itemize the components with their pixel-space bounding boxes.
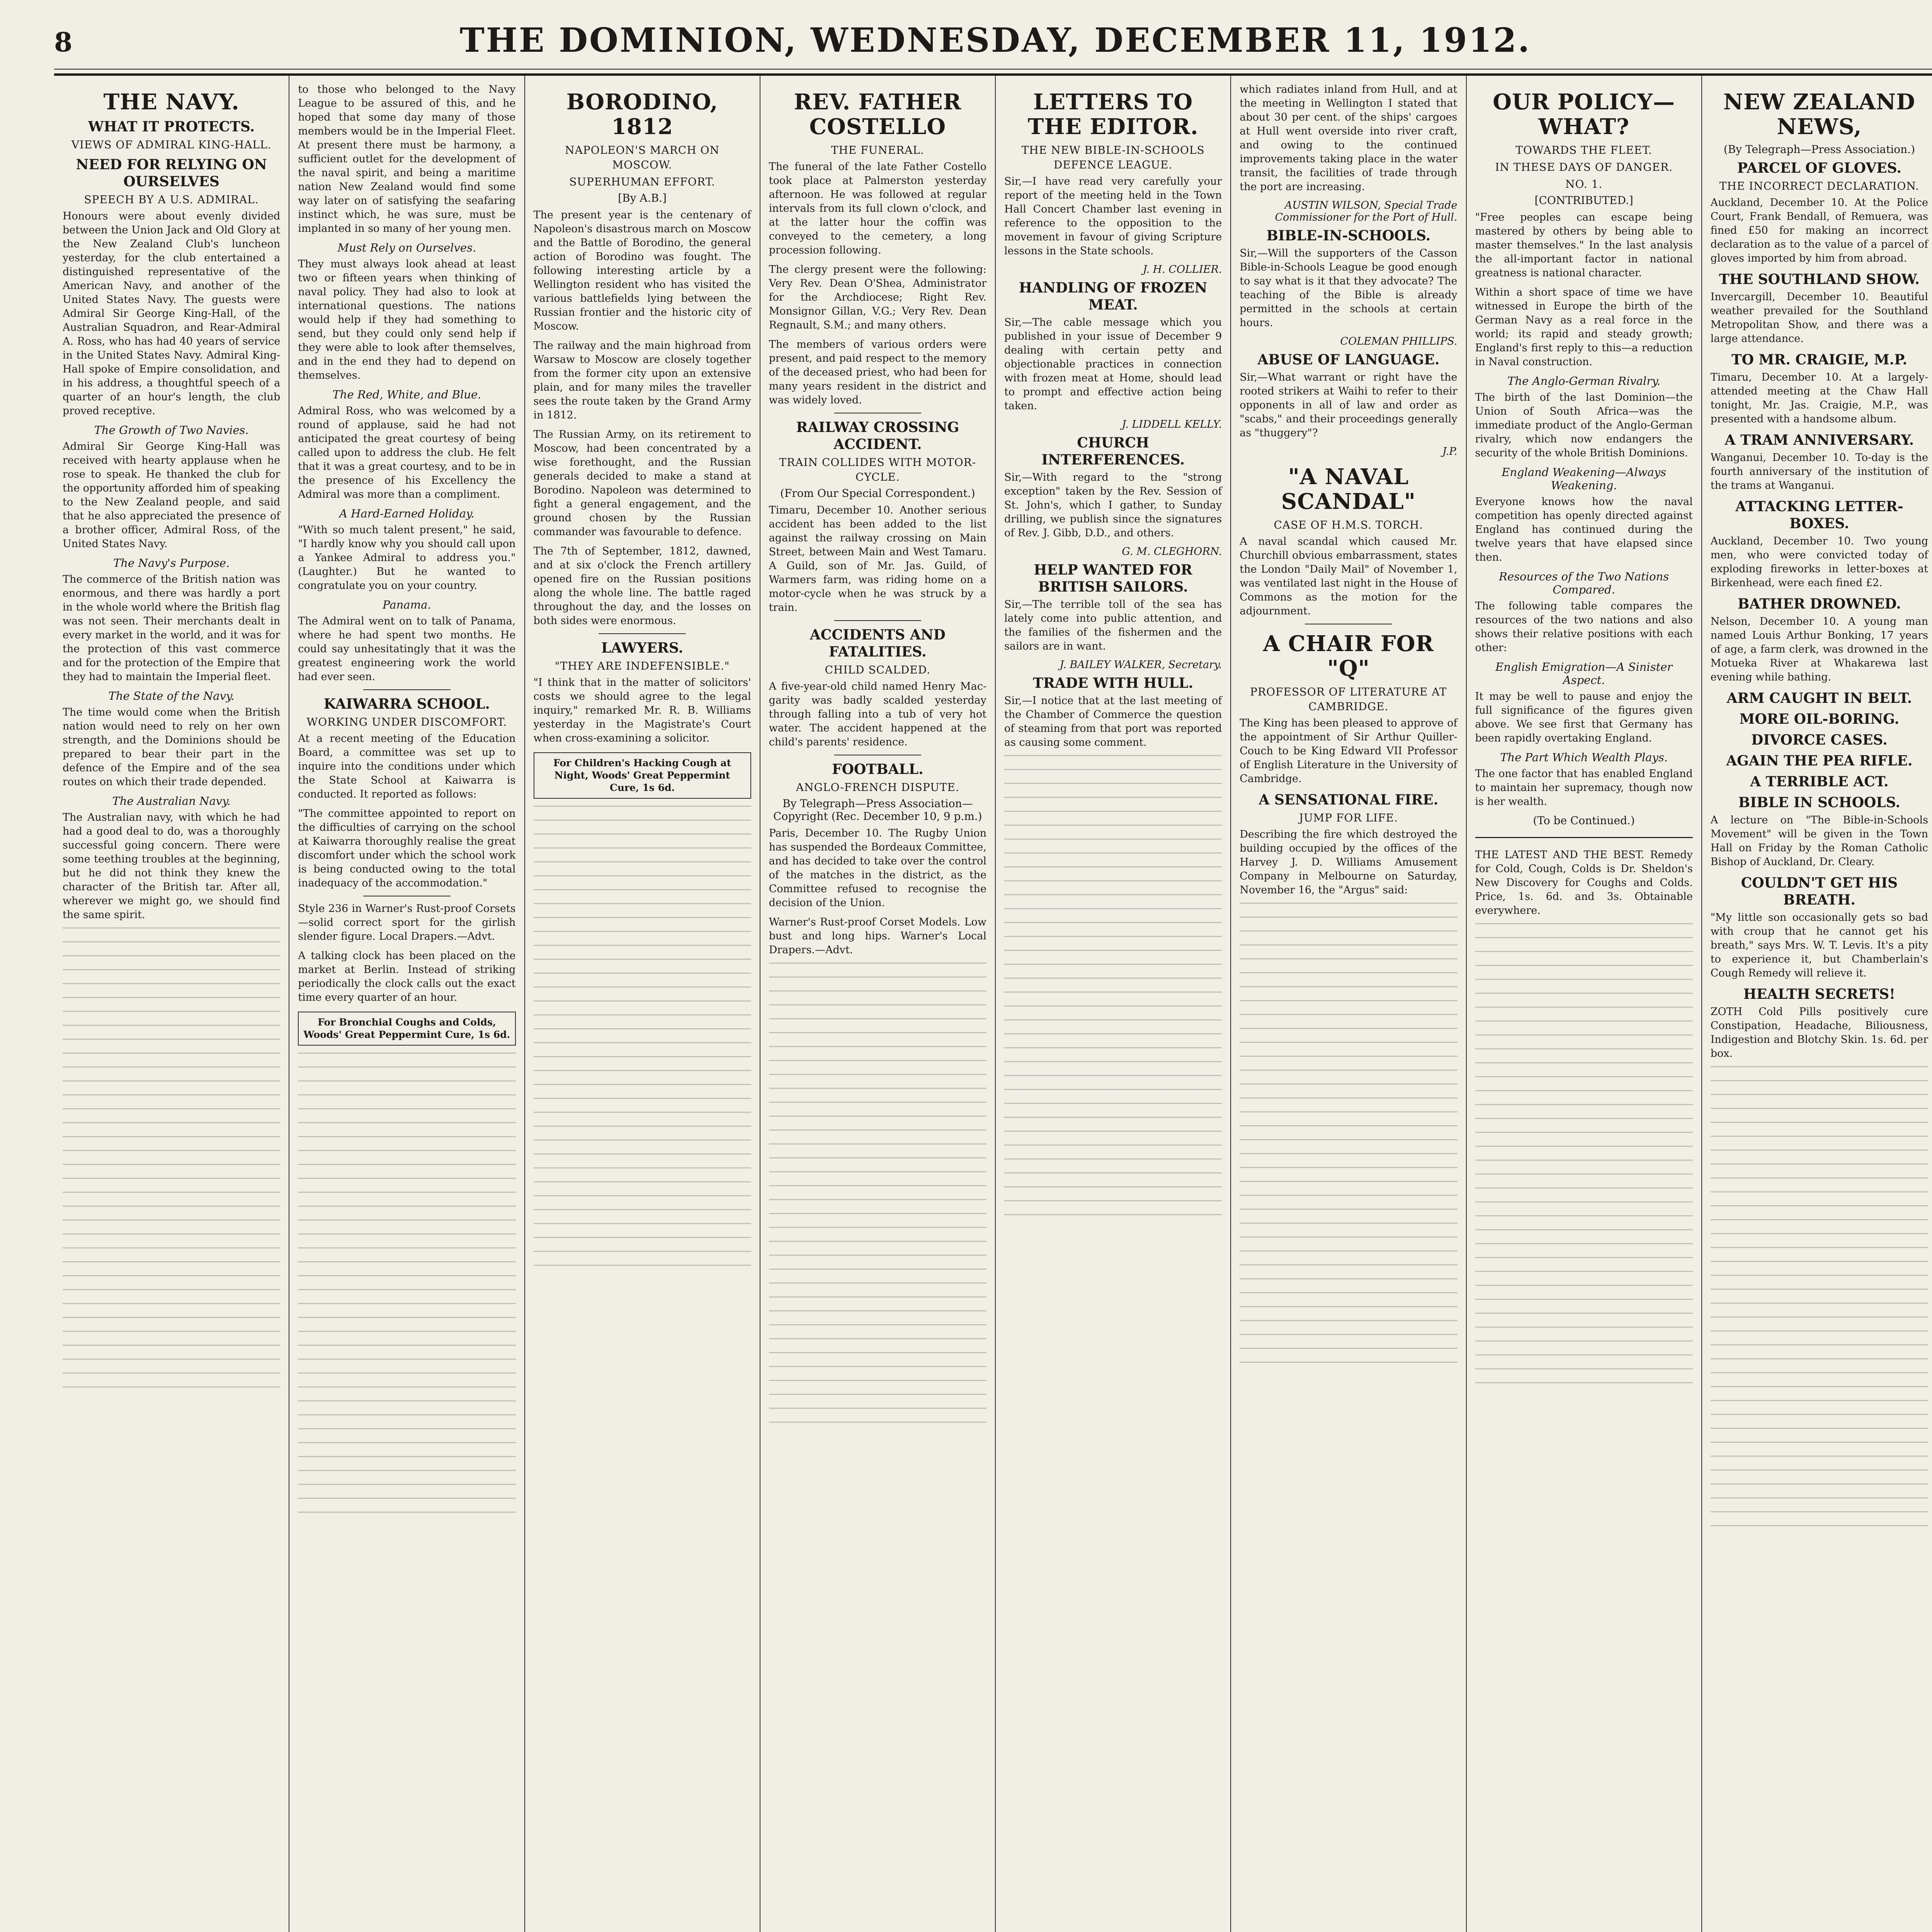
article-paragraph: "I think that in the matter of solicitors' costs we should agree to the legal inquiry," remarked Mr. R. B. Williams yesterday in the Magistrate's Court when cross-examining a solicitor. xyxy=(533,677,751,744)
subheadline: TRADE WITH HULL. xyxy=(1033,675,1194,691)
article-paragraph: The clergy present were the following: Very Rev. Dean O'Shea, Administrator for the Archdiocese; Right Rev. Monsignor Gillan, V.G.; Very Rev. Dean Regnault, S.M.; and many others. xyxy=(769,264,986,331)
masthead-rule xyxy=(54,69,1932,70)
article-paragraph: A five-year-old child named Henry Mac-garity was badly scalded yesterday through falling into a tub of very hot water. The accident happened at the child's parents' residence. xyxy=(769,680,986,748)
advertisement: For Bronchial Coughs and Colds, Woods' Great Peppermint Cure, 1s 6d. xyxy=(298,1012,515,1046)
byline: [CONTRIBUTED.] xyxy=(1534,194,1633,207)
section-subhead: Must Rely on Ourselves. xyxy=(337,241,476,254)
section-subhead: The Navy's Purpose. xyxy=(113,556,230,570)
subheadline: ACCIDENTS AND FATALITIES. xyxy=(810,627,946,660)
headline: NEW ZEALAND NEWS, xyxy=(1723,89,1915,139)
article-paragraph: The following table compares the resources of the two nations and also shows their relative positions with each other: xyxy=(1475,600,1693,654)
column-divider-rule xyxy=(363,689,450,690)
continued-text-block xyxy=(1240,903,1457,1366)
article-paragraph: The time would come when the British nation would need to rely on her own strength, and the Dominions should be prepared to bear their part in the defence of the Empire and of the sea routes on which their trade depended. xyxy=(63,706,281,788)
subheadline: ATTACKING LETTER-BOXES. xyxy=(1735,498,1903,532)
byline: (By Telegraph—Press Association.) xyxy=(1723,143,1915,156)
article-paragraph: Describing the fire which destroyed the building occupied by the offices of the Harvey J. D. Williams Amusement Company in Melbourne on Saturday, November 16, the "Argus" said: xyxy=(1240,828,1458,896)
article-paragraph: which radiates inland from Hull, and at the meeting in Wellington I stated that about 30 per cent. of the ships' cargoes at Hull went overside into river craft, and owing to the continued improvements taking place in the water transit, the facilities of trade through the port are increasing. xyxy=(1240,83,1458,193)
headline: THE NAVY. xyxy=(103,89,240,115)
headline: BORODINO, 1812 xyxy=(566,89,718,139)
subheadline: THE SOUTHLAND SHOW. xyxy=(1719,271,1920,287)
subheadline: DIVORCE CASES. xyxy=(1751,732,1888,748)
article-paragraph: Timaru, December 10. Another serious accident has been added to the list against the railway crossing on Main Street, between Main and West Tamaru. A Guild, son of Mr. Jas. Guild, of Warmers farm, was riding home on a motor-cycle when he was struck by a train. xyxy=(769,504,986,614)
column-6 xyxy=(1231,76,1466,1932)
headline: A CHAIR FOR "Q" xyxy=(1263,631,1434,681)
article-paragraph: Honours were about evenly divided between the Union Jack and Old Glory at the New Zealand Club's luncheon yesterday, for the club entertained a distinguished representative of the American Navy, and another of the United States Navy. The guests were Admiral Sir George King-Hall, of the Australian Squadron, and Rear-Admiral A. Ross, who has had 40 years of service in the United States Navy. Admiral King-Hall spoke of Empire consolidation, and in his address, a thoughtful speech of a quarter of an hour's length, the club proved receptive. xyxy=(63,210,281,417)
article-paragraph: Sir,—Will the supporters of the Casson Bible-in-Schools League be good enough to say what is it that they advocate? The teaching of the Bible is already permitted in the schools at certain hours. xyxy=(1240,247,1458,329)
column-divider-rule xyxy=(599,633,685,634)
article-paragraph: The railway and the main highroad from Warsaw to Moscow are closely together from the former city upon an extensive plain, and for many miles the traveller sees the route taken by the Grand Army in 1812. xyxy=(533,340,751,421)
subheadline: FOOTBALL. xyxy=(832,761,923,777)
section-subhead: English Emigration—A Sinister Aspect. xyxy=(1495,660,1673,687)
subheadline: MORE OIL-BORING. xyxy=(1739,711,1900,727)
continued-text-block xyxy=(1004,755,1222,1219)
article-paragraph: Within a short space of time we have witnessed in Europe the birth of the German Navy as a real force in the world; its rapid and steady growth; England's first reply to this—a reduction in Naval construction. xyxy=(1475,286,1693,368)
article-paragraph: Auckland, December 10. At the Police Court, Frank Bendall, of Remuera, was fined £50 for making an incorrect declaration as to the value of a parcel of gloves imported by him from abroad. xyxy=(1710,197,1928,264)
deck: JUMP FOR LIFE. xyxy=(1299,811,1398,824)
advertisement: For Children's Hacking Cough at Night, Woods' Great Peppermint Cure, 1s 6d. xyxy=(534,752,751,799)
continued-text-block xyxy=(1475,923,1693,1387)
section-subhead: England Weakening—Always Weakening. xyxy=(1502,466,1667,492)
subheadline: WHAT IT PROTECTS. xyxy=(88,119,255,135)
section-subhead: The Anglo-German Rivalry. xyxy=(1507,374,1660,388)
columns xyxy=(54,76,1932,1932)
article-paragraph: A lecture on "The Bible-in-Schools Movement" will be given in the Town Hall on Friday by the Roman Catholic Bishop of Auckland, Dr. Cleary. xyxy=(1710,814,1928,868)
subheadline: COULDN'T GET HIS BREATH. xyxy=(1741,875,1898,908)
article-paragraph: The funeral of the late Father Costello took place at Palmerston yesterday afternoon. He was followed at regular intervals from its full clown o'clock, and at the latter hour the coffin was conveyed to the cemetery, a long procession following. xyxy=(769,161,986,256)
subheadline: HEALTH SECRETS! xyxy=(1743,986,1895,1002)
deck: PROFESSOR OF LITERATURE AT CAMBRIDGE. xyxy=(1250,685,1447,713)
article-paragraph: Invercargill, December 10. Beautiful weather prevailed for the Southland Metropolitan Show, and there was a large attendance. xyxy=(1710,291,1928,345)
column-divider-rule xyxy=(1475,837,1693,838)
column-1 xyxy=(54,76,289,1932)
article-paragraph: The Russian Army, on its retirement to Moscow, had been concentrated by a wise forethought, and the Russian generals decided to make a stand at Borodino. Napoleon was determined to fight a general engagement, and the ground chosen by the Russian commander was favourable to defence. xyxy=(533,429,751,538)
deck: IN THESE DAYS OF DANGER. xyxy=(1495,161,1673,173)
subheadline: HELP WANTED FOR BRITISH SAILORS. xyxy=(1034,562,1192,595)
deck: NAPOLEON'S MARCH ON MOSCOW. xyxy=(565,144,720,171)
column-7 xyxy=(1467,76,1702,1932)
subheadline: A TERRIBLE ACT. xyxy=(1750,774,1889,790)
byline: [By A.B.] xyxy=(618,192,667,204)
section-subhead: The Part Which Wealth Plays. xyxy=(1500,751,1668,764)
subheadline: ARM CAUGHT IN BELT. xyxy=(1726,690,1912,706)
article-paragraph: The birth of the last Dominion—the Union of South Africa—was the immediate product of the Anglo-German rivalry, which now endangers the security of the whole British Dominions. xyxy=(1475,391,1693,459)
deck: THE NEW BIBLE-IN-SCHOOLS DEFENCE LEAGUE. xyxy=(1021,144,1205,171)
subheadline: NEED FOR RELYING ON OURSELVES xyxy=(76,156,267,190)
section-subhead: The Red, White, and Blue. xyxy=(332,388,481,401)
article-paragraph: Sir,—The cable message which you published in your issue of December 9 dealing with certain petty and objectionable practices in connection with frozen meat at Home, should lead to prompt and effective action being taken. xyxy=(1004,316,1222,412)
signature: COLEMAN PHILLIPS. xyxy=(1340,335,1458,347)
continued-text-block xyxy=(534,806,751,1269)
section-subhead: Resources of the Two Nations Compared. xyxy=(1499,570,1669,596)
article-paragraph: Auckland, December 10. Two young men, who were convicted today of exploding fireworks in letter-boxes at Birkenhead, were each fined £2. xyxy=(1710,535,1928,589)
article-paragraph: The one factor that has enabled England to maintain her supremacy, though now is her wealth. xyxy=(1475,768,1693,808)
deck: THE INCORRECT DECLARATION. xyxy=(1719,180,1919,192)
article-paragraph: The Admiral went on to talk of Panama, where he had spent two months. He could say unhesitatingly that it was the greatest engineering work the world had ever seen. xyxy=(298,615,516,683)
continued-text-block xyxy=(298,1053,515,1516)
article-paragraph: The King has been pleased to approve of the appointment of Sir Arthur Quiller-Couch to be King Edward VII Professor of English Literature in the University of Cambridge. xyxy=(1240,717,1458,785)
subheadline: TO MR. CRAIGIE, M.P. xyxy=(1731,352,1907,368)
headline: OUR POLICY—WHAT? xyxy=(1493,89,1675,139)
subheadline: CHURCH INTERFERENCES. xyxy=(1041,435,1185,468)
deck: WORKING UNDER DISCOMFORT. xyxy=(306,716,507,728)
continued-text-block xyxy=(1711,1066,1928,1530)
subheadline: KAIWARRA SCHOOL. xyxy=(323,696,490,712)
signature: J. BAILEY WALKER, Secretary. xyxy=(1060,659,1222,671)
article-paragraph: Everyone knows how the naval competition has openly directed against England has continued during the twelve years that have elapsed since then. xyxy=(1475,496,1693,563)
article-paragraph: At a recent meeting of the Education Board, a committee was set up to inquire into the conditions under which the State School at Kaiwarra is conducted. It reported as follows: xyxy=(298,733,516,800)
article-paragraph: "My little son occasionally gets so bad with croup that he cannot get his breath," says Mrs. W. T. Levis. It's a pity to experience it, but Chamberlain's Cough Remedy will relieve it. xyxy=(1710,912,1928,979)
subheadline: A TRAM ANNIVERSARY. xyxy=(1725,432,1914,448)
column-3 xyxy=(525,76,760,1932)
article-paragraph: "Free peoples can escape being mastered by others by being able to master themselves." In the last analysis the all-important factor in national greatness is national character. xyxy=(1475,211,1693,279)
deck: CHILD SCALDED. xyxy=(825,663,931,676)
article-paragraph: A naval scandal which caused Mr. Churchill obvious embarrassment, states the London "Daily Mail" of November 1, was ventilated last night in the House of Commons as the motion for the adjournment. xyxy=(1240,536,1458,617)
signature: G. M. CLEGHORN. xyxy=(1122,546,1222,558)
section-subhead: The State of the Navy. xyxy=(108,689,235,702)
byline: By Telegraph—Press Association—Copyright (Rec. December 10, 9 p.m.) xyxy=(773,797,982,823)
subheadline: RAILWAY CROSSING ACCIDENT. xyxy=(796,419,959,452)
column-8 xyxy=(1702,76,1932,1932)
article-paragraph: Sir,—I have read very carefully your report of the meeting held in the Town Hall Concert Chamber last evening in reference to the opposition to the movement in favour of giving Scripture lessons in the State schools. xyxy=(1004,175,1222,257)
newspaper-title: THE DOMINION, WEDNESDAY, DECEMBER 11, 1912. xyxy=(459,21,1531,60)
article-paragraph: The Australian navy, with which he had had a good deal to do, was a thoroughly successful going concern. There were some teething troubles at the beginning, but he did not think they knew the character of the British tar. After all, wherever we might go, we should find the same spirit. xyxy=(63,811,281,921)
byline: (From Our Special Correspondent.) xyxy=(780,487,975,500)
article-paragraph: Admiral Ross, who was welcomed by a round of applause, said he had not anticipated the great courtesy of being called upon to address the club. He felt that it was a great courtesy, and to be in the presence of his Excellency the Admiral was more than a compliment. xyxy=(298,405,516,500)
column-5 xyxy=(996,76,1231,1932)
article-paragraph: Sir,—I notice that at the last meeting of the Chamber of Commerce the question of steaming from that port was reported as causing some comment. xyxy=(1004,695,1222,748)
subheadline: HANDLING OF FROZEN MEAT. xyxy=(1019,280,1208,313)
article-paragraph: Wanganui, December 10. To-day is the fourth anniversary of the institution of the trams at Wanganui. xyxy=(1710,452,1928,492)
deck: NO. 1. xyxy=(1565,178,1603,190)
deck: TRAIN COLLIDES WITH MOTOR-CYCLE. xyxy=(779,456,976,483)
article-paragraph: "With so much talent present," he said, "I hardly know why you should call upon a Yankee Admiral to address you." (Laughter.) But he wanted to congratulate you on your country. xyxy=(298,524,516,592)
headline: "A NAVAL SCANDAL" xyxy=(1281,464,1416,514)
article-paragraph: Warner's Rust-proof Corset Models. Low bust and long hips. Warner's Local Drapers.—Advt. xyxy=(769,916,986,956)
signature: J. LIDDELL KELLY. xyxy=(1122,418,1222,430)
page-number: 8 xyxy=(54,27,73,58)
article-paragraph: Sir,—The terrible toll of the sea has lately come into public attention, and the families of the fishermen and the sailors are in want. xyxy=(1004,599,1222,652)
deck: CASE OF H.M.S. TORCH. xyxy=(1274,519,1423,531)
headline: LETTERS TO THE EDITOR. xyxy=(1027,89,1199,139)
subheadline: ABUSE OF LANGUAGE. xyxy=(1257,352,1440,368)
byline: (To be Continued.) xyxy=(1533,814,1635,827)
subheadline: A SENSATIONAL FIRE. xyxy=(1259,792,1439,808)
deck: VIEWS OF ADMIRAL KING-HALL. xyxy=(71,138,272,151)
article-paragraph: Paris, December 10. The Rugby Union has suspended the Bordeaux Committee, and has decided to take over the control of the matches in the district, as the Committee refused to recognise the decision of the Union. xyxy=(769,827,986,909)
deck: THE FUNERAL. xyxy=(831,144,924,156)
article-paragraph: The 7th of September, 1812, dawned, and at six o'clock the French artillery opened fire on the Russian positions along the whole line. The battle raged throughout the day, and the losses on both sides were enormous. xyxy=(533,545,751,627)
section-subhead: Panama. xyxy=(383,598,431,611)
section-subhead: A Hard-Earned Holiday. xyxy=(339,507,474,520)
deck: "THEY ARE INDEFENSIBLE." xyxy=(554,660,730,672)
section-subhead: The Growth of Two Navies. xyxy=(94,423,249,437)
signature: AUSTIN WILSON, Special Trade Commissioner for the Port of Hull. xyxy=(1275,199,1458,223)
deck: SPEECH BY A U.S. ADMIRAL. xyxy=(84,193,259,206)
column-2 xyxy=(289,76,525,1932)
deck: ANGLO-FRENCH DISPUTE. xyxy=(796,781,959,794)
article-paragraph: They must always look ahead at least two or fifteen years when thinking of naval policy. They had also to look at international questions. The nations would help if they had something to send, but they could only send help if they were able to look after themselves, and in the end they had to depend on themselves. xyxy=(298,258,516,381)
masthead xyxy=(54,15,1932,76)
column-4 xyxy=(760,76,996,1932)
article-paragraph: A talking clock has been placed on the market at Berlin. Instead of striking periodically the clock calls out the exact time every quarter of an hour. xyxy=(298,950,516,1003)
subheadline: BATHER DROWNED. xyxy=(1737,596,1901,612)
subheadline: LAWYERS. xyxy=(601,640,684,656)
continued-text-block xyxy=(63,927,280,1391)
article-paragraph: It may be well to pause and enjoy the full significance of the figures given above. We see first that Germany has been rapidly overtaking England. xyxy=(1475,690,1693,744)
article-paragraph: Timaru, December 10. At a largely-attended meeting at the Chaw Hall tonight, Mr. Jas. Craigie, M.P., was presented with a handsome album. xyxy=(1710,371,1928,425)
subheadline: PARCEL OF GLOVES. xyxy=(1737,160,1901,176)
article-paragraph: "The committee appointed to report on the difficulties of carrying on the school at Kaiwarra thoroughly realise the great discomfort under which the school work is being conducted owing to the total inadequacy of the accommodation." xyxy=(298,808,516,889)
article-paragraph: Admiral Sir George King-Hall was received with hearty applause when he rose to speak. He thanked the club for the opportunity afforded him of speaking to the New Zealand people, and said that he also appreciated the presence of a brother officer, Admiral Ross, of the United States Navy. xyxy=(63,440,281,550)
article-paragraph: THE LATEST AND THE BEST. Remedy for Cold, Cough, Colds is Dr. Sheldon's New Discovery for Coughs and Colds. Price, 1s. 6d. and 3s. Obtainable everywhere. xyxy=(1475,849,1693,917)
deck: SUPERHUMAN EFFORT. xyxy=(569,175,715,188)
headline: REV. FATHER COSTELLO xyxy=(794,89,962,139)
article-paragraph: The members of various orders were present, and paid respect to the memory of the deceased priest, who had been for many years resident in the district and was widely loved. xyxy=(769,338,986,406)
subheadline: BIBLE IN SCHOOLS. xyxy=(1738,794,1900,811)
column-divider-rule xyxy=(834,620,921,621)
article-paragraph: The present year is the centenary of Napoleon's disastrous march on Moscow and the Battle of Borodino, the general action of Borodino was fought. The following interesting article by a Wellington resident who has visited the various battlefields lying between the Russian frontier and the historic city of Moscow. xyxy=(533,209,751,332)
section-subhead: The Australian Navy. xyxy=(112,794,231,808)
article-paragraph: Sir,—With regard to the "strong exception" taken by the Rev. Session of St. John's, which I gather, to Sunday drilling, we publish since the signatures of Rev. J. Gibb, D.D., and others. xyxy=(1004,471,1222,539)
article-paragraph: to those who belonged to the Navy League to be assured of this, and he hoped that some day many of those members would be in the Imperial Fleet. At present there must be harmony, a sufficient outlet for the development of the naval spirit, and being a maritime nation New Zealand would find some way later on of satisfying the seafaring instinct which, he was sure, must be implanted in so many of her young men. xyxy=(298,83,516,235)
deck: TOWARDS THE FLEET. xyxy=(1515,144,1652,156)
article-paragraph: Nelson, December 10. A young man named Louis Arthur Bonking, 17 years of age, a farm clerk, was drowned in the Motueka River at Whakarewa last evening while bathing. xyxy=(1710,616,1928,683)
article-paragraph: ZOTH Cold Pills positively cure Constipation, Headache, Biliousness, Indigestion and Blotchy Skin. 1s. 6d. per box. xyxy=(1710,1006,1928,1060)
article-paragraph: Style 236 in Warner's Rust-proof Corsets—solid correct sport for the girlish slender figure. Local Drapers.—Advt. xyxy=(298,903,516,942)
continued-text-block xyxy=(769,963,986,1426)
signature: J. H. COLLIER. xyxy=(1143,264,1222,276)
subheadline: AGAIN THE PEA RIFLE. xyxy=(1726,753,1913,769)
article-paragraph: The commerce of the British nation was enormous, and there was hardly a port in the whole world where the British flag was not seen. Their merchants dealt in every market in the world, and it was for the protection of this vast commerce and for the protection of the Empire that they had to maintain the Imperial fleet. xyxy=(63,573,281,683)
signature: J.P. xyxy=(1442,446,1458,457)
article-paragraph: Sir,—What warrant or right have the rooted strikers at Waihi to refer to their opponents in all of law and order as "scabs," and their proceedings generally as "thuggery"? xyxy=(1240,371,1458,439)
subheadline: BIBLE-IN-SCHOOLS. xyxy=(1266,228,1431,244)
